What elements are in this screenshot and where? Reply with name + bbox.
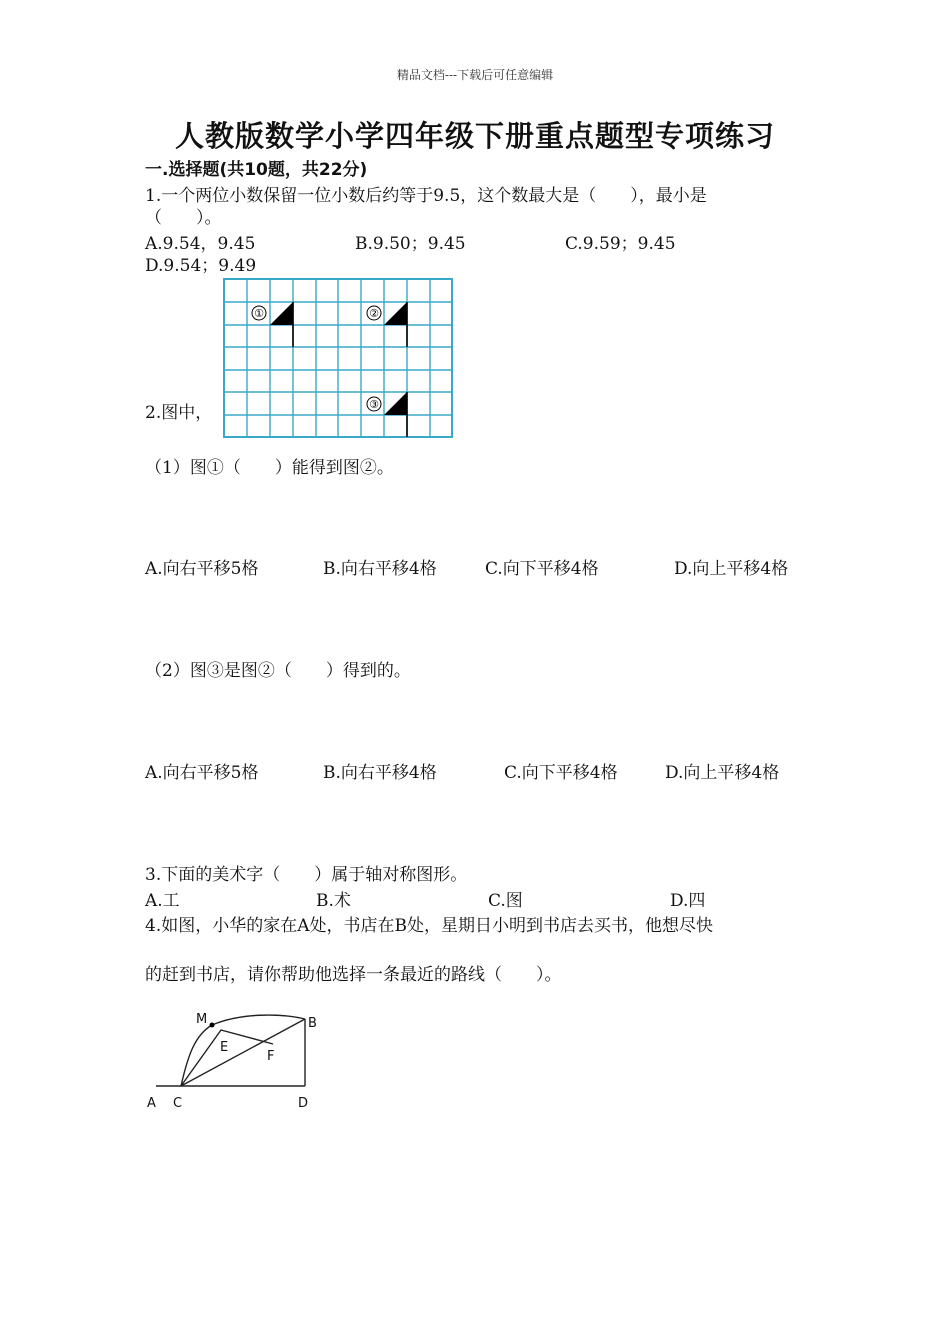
point-m: [210, 1023, 215, 1028]
q2-sub1-option-d: D.向上平移4格: [674, 559, 789, 579]
label-b: B: [308, 1016, 317, 1031]
route-lines: [156, 1015, 305, 1086]
q1-option-b: B.9.50；9.45: [355, 234, 466, 254]
q3-option-c: C.图: [488, 891, 523, 911]
q2-sub2-option-d: D.向上平移4格: [665, 763, 780, 783]
label-e: E: [220, 1040, 229, 1055]
label-d: D: [298, 1096, 309, 1111]
q1-option-a: A.9.54，9.45: [145, 234, 256, 254]
q1-option-c: C.9.59；9.45: [565, 234, 676, 254]
q3-option-b: B.术: [316, 891, 351, 911]
page-header: 精品文档---下载后可任意编辑: [396, 68, 554, 82]
q4-line2: 的赶到书店，请你帮助他选择一条最近的路线（ ）。: [145, 965, 562, 985]
grid-lines: [224, 279, 452, 437]
q2-sub1-option-c: C.向下平移4格: [485, 559, 599, 579]
label-m: M: [196, 1012, 208, 1027]
q1-option-d: D.9.54；9.49: [145, 256, 257, 276]
page-title: 人教版数学小学四年级下册重点题型专项练习: [174, 119, 775, 153]
q2-sub2-option-b: B.向右平移4格: [323, 763, 437, 783]
q1-line2: （ ）。: [145, 208, 222, 228]
q2-sub1-option-a: A.向右平移5格: [145, 559, 259, 579]
flag-3-label: ③: [369, 398, 379, 411]
label-f: F: [267, 1049, 275, 1064]
translation-grid-figure: [222, 277, 454, 439]
flag-1: [270, 302, 293, 347]
q2-sub2: （2）图③是图②（ ）得到的。: [145, 661, 411, 681]
q2-sub1: （1）图①（ ）能得到图②。: [145, 458, 394, 478]
flag-2-label: ②: [369, 307, 379, 320]
flag-2: [384, 302, 407, 347]
label-a: A: [147, 1096, 156, 1111]
q3-stem: 3.下面的美术字（ ）属于轴对称图形。: [145, 865, 468, 885]
q2-sub2-option-c: C.向下平移4格: [504, 763, 618, 783]
flag-3: [384, 392, 407, 437]
q2-sub2-option-a: A.向右平移5格: [145, 763, 259, 783]
q4-line1: 4.如图，小华的家在A处，书店在B处，星期日小明到书店去买书，他想尽快: [145, 916, 713, 936]
label-c: C: [173, 1096, 183, 1111]
q3-option-a: A.工: [145, 891, 180, 911]
q2-stem: 2.图中，: [145, 403, 213, 423]
flag-1-label: ①: [254, 307, 264, 320]
section-heading: 一.选择题(共10题，共22分): [145, 160, 368, 180]
q2-sub1-option-b: B.向右平移4格: [323, 559, 437, 579]
route-figure: [140, 1005, 330, 1115]
q3-option-d: D.四: [670, 891, 706, 911]
q1-line1: 1.一个两位小数保留一位小数后约等于9.5，这个数最大是（ ），最小是: [145, 186, 707, 206]
